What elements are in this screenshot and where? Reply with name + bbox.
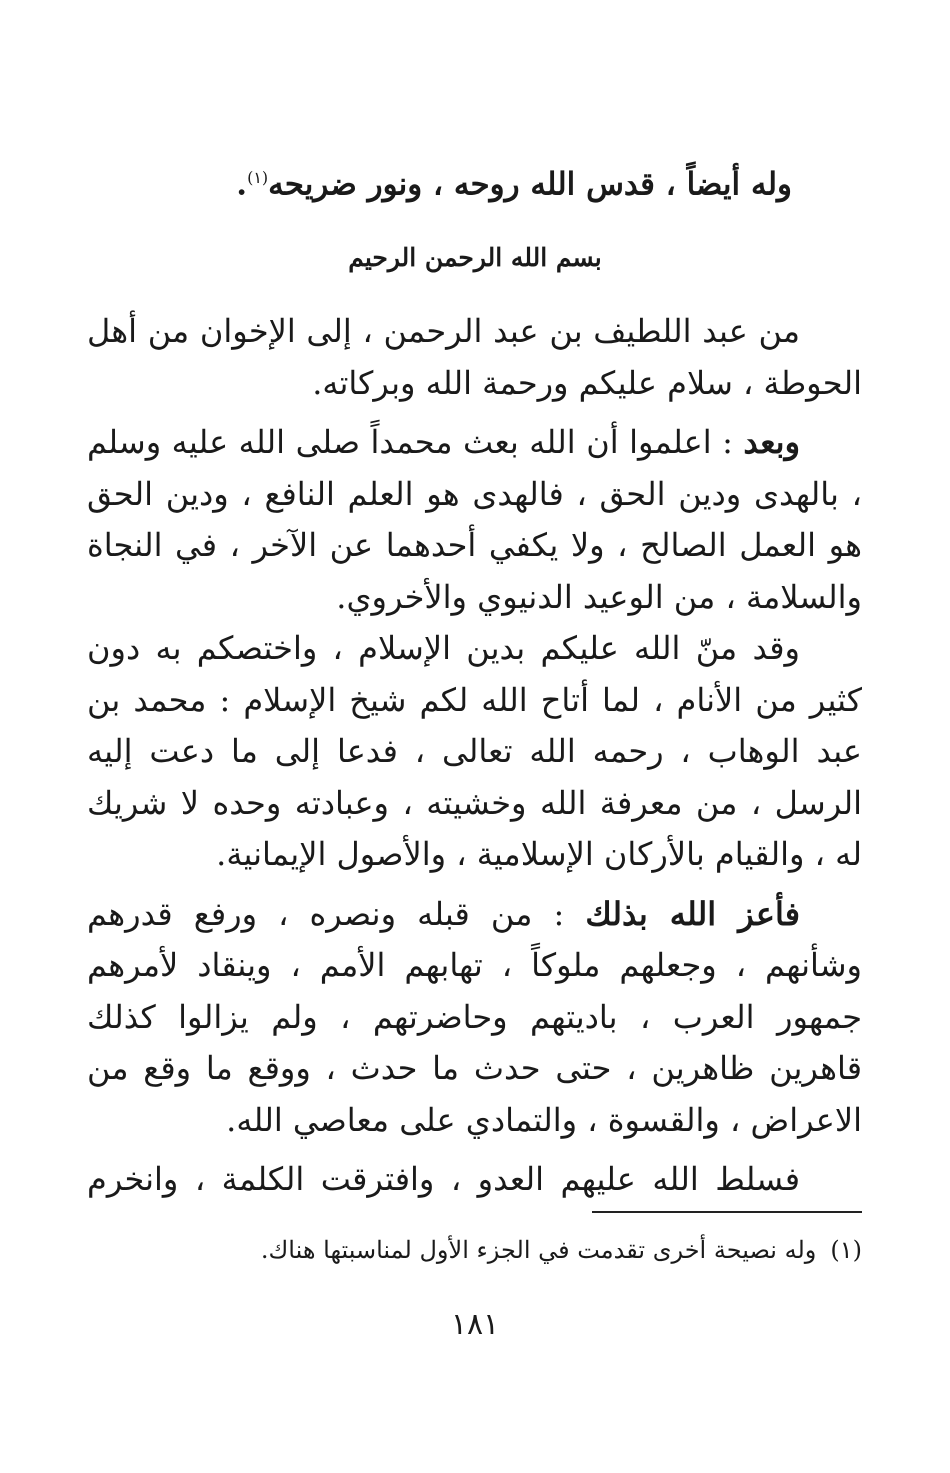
section-heading [90,148,792,214]
footnote-reference: (١) [247,168,269,187]
footnote [87,1230,862,1270]
basmala-calligraphy: بسم الله الرحمن الرحيم [348,243,602,272]
paragraph-text: من عبد اللطيف بن عبد الرحمن ، إلى الإخوان من أهل الحوطة ، سلام عليكم ورحمة الله وبركاته. [87,312,862,402]
paragraph-islam-favor [87,623,862,881]
paragraph-salutation [87,306,862,409]
paragraph-lead: فأعز الله بذلك [585,894,801,933]
paragraph-text: : من قبله ونصره ، ورفع قدرهم وشأنهم ، وجعلهم ملوكاً ، تهابهم الأمم ، وينقاد لأمرهم جمهور العرب ، باديتهم وحاضرتهم ، ولم يزالوا كذلك قاهرين ظاهرين ، حتى حدث ما حدث ، ووقع ما وقع من الاعراض ، والقسوة ، والتمادي على معاصي الله. [87,894,862,1139]
paragraph-guidance [87,417,862,623]
paragraph-lead: وبعد [743,423,801,461]
heading-period: . [236,166,248,203]
footnote-text: وله نصيحة أخرى تقدمت في الجزء الأول لمناسبتها هناك. [260,1236,817,1264]
paragraph-text: : اعلموا أن الله بعث محمداً صلى الله عليه وسلم ، بالهدى ودين الحق ، فالهدى هو العلم النافع ، ودين الحق هو العمل الصالح ، ولا يكفي أحدهما عن الآخر ، في النجاة والسلامة ، من الوعيد الدنيوي والأخروي. [87,423,862,616]
section-heading-text: وله أيضاً ، قدس الله روحه ، ونور ضريحه [268,166,792,203]
paragraph-text: فسلط الله عليهم العدو ، وافترقت الكلمة ، وانخرم [87,1160,800,1198]
footnote-number: (١) [830,1236,862,1264]
paragraph-honor [87,889,862,1147]
body-text [87,306,862,1206]
page-number: ١٨١ [450,1307,500,1342]
paragraph-text: وقد منّ الله عليكم بدين الإسلام ، واختصكم به دون كثير من الأنام ، لما أتاح الله لكم شيخ الإسلام : محمد بن عبد الوهاب ، رحمه الله تعالى ، فدعا إلى ما دعت إليه الرسل ، من معرفة الله وخشيته ، وعبادته وحده لا شريك له ، والقيام بالأركان الإسلامية ، والأصول الإيمانية. [87,629,863,873]
paragraph-enemy [87,1154,862,1206]
footnote-divider [592,1211,862,1213]
